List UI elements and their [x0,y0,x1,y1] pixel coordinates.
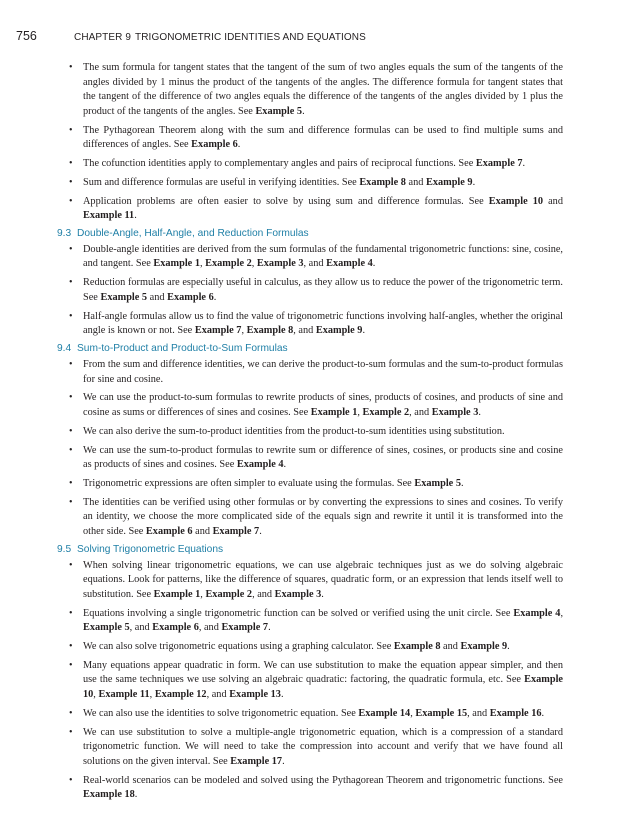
bullet-icon: • [69,62,73,73]
intro-bullet-list [57,61,563,224]
example-reference: Example 1 [153,258,200,270]
list-item [57,477,563,492]
list-item [57,659,563,703]
bullet-icon: • [69,392,73,404]
bullet-text: , and [198,622,222,634]
list-item [57,195,563,224]
example-reference: Example 3 [274,588,322,600]
page-number: 756 [16,29,37,43]
bullet-icon: • [69,277,73,289]
bullet-text: . [541,707,545,719]
list-item [57,310,563,339]
bullet-text: Real-world scenarios can be modeled and solved using the Pythagorean Theorem and trigonometric functions. See [83,774,563,786]
bullet-icon: • [69,659,73,671]
bullet-text: and [192,525,213,537]
bullet-icon: • [69,726,73,738]
example-reference: Example 5 [100,291,148,303]
section-title: Sum-to-Product and Product-to-Sum Formulas [77,343,288,354]
bullet-text: We can use substitution to solve a multiple-angle trigonometric equation, which is a compression of a standard trigonometric function. We will need to take the compression into account and verify that we have found all solutions on the given interval. See [83,726,563,767]
example-reference: Example 17 [230,755,283,767]
example-reference: Example 9 [315,325,363,337]
list-item [57,358,563,387]
bullet-text: We can also solve trigonometric equations using a graphing calculator. See [83,641,394,652]
bullet-text: . [362,325,366,337]
list-item [57,243,563,272]
bullet-text: . [522,157,526,169]
list-item [57,157,563,172]
bullet-text: . [283,459,287,471]
section-title: Double-Angle, Half-Angle, and Reduction Formulas [77,227,309,239]
bullet-text: , [357,406,363,418]
page-header [16,29,610,47]
section-title: Solving Trigonometric Equations [77,543,224,555]
key-concepts-content [57,61,563,807]
example-reference: Example 10 [83,674,563,700]
example-reference: Example 10 [488,195,544,207]
bullet-text: . [302,105,305,117]
bullet-text: We can use the sum-to-product formulas to rewrite sum or difference of sines, cosines, or products sine and cosine as products of sines and cosines. See [83,444,563,471]
example-reference: Example 9 [425,176,473,188]
bullet-text: . [372,258,376,270]
list-item [57,425,563,440]
bullet-text: and [405,176,426,188]
bullet-text: . [259,525,262,537]
section-number: 9.3 [57,227,72,239]
bullet-text: , and [206,688,230,700]
bullet-text: , and [303,258,327,270]
example-reference: Example 11 [98,688,150,700]
example-reference: Example 4 [326,258,373,270]
list-item [57,444,563,473]
example-reference: Example 13 [229,688,281,700]
example-reference: Example 1 [153,588,201,600]
bullet-text: , and [293,325,316,337]
bullet-text: The sum formula for tangent states that the tangent of the sum of two angles equals the sum of the tangents of the angles divided by 1 minus the product of the tangents of the angles. The difference formula for tangent states that the tangent of the difference of two angles equals the difference of the tangents of the angles divided by 1 plus the product of the tangents of the angles. See [83,62,563,117]
bullet-text: , [560,607,564,619]
section-number: 9.4 [57,343,72,354]
bullet-text: We can use the product-to-sum formulas to rewrite products of sines, products of cosines, and products of sine and cosine as sums or differences of sines and cosines. See [83,392,563,418]
bullet-icon: • [69,157,73,169]
bullet-icon: • [69,124,73,136]
example-reference: Example 1 [310,406,358,418]
example-reference: Example 4 [513,607,561,619]
bullet-text: , [251,258,257,270]
list-item [57,176,563,191]
bullet-icon: • [69,310,73,322]
bullet-icon: • [69,496,73,508]
example-reference: Example 8 [393,641,441,652]
bullet-icon: • [69,707,73,719]
bullet-text: Application problems are often easier to solve by using sum and difference formulas. See [83,195,489,207]
list-item [57,707,563,722]
bullet-text: . [268,622,271,634]
example-reference: Example 3 [256,258,304,270]
bullet-icon: • [69,444,73,456]
list-item [57,496,563,540]
list-item [57,774,563,803]
bullet-text: and [543,195,563,207]
bullet-text: . [321,588,324,600]
bullet-text: Half-angle formulas allow us to find the value of trigonometric functions involving half-angles, whether the original angle is known or not. See [83,310,563,337]
bullet-text: We can also use the identities to solve trigonometric equation. See [83,707,359,719]
example-reference: Example 14 [358,707,411,719]
example-reference: Example 11 [83,210,135,222]
bullet-text: . [472,176,476,188]
bullet-text: , and [252,588,275,600]
bullet-text: Double-angle identities are derived from the sum formulas of the fundamental trigonometric functions: sine, cosine, and tangent. See [83,243,563,270]
example-reference: Example 6 [145,525,193,537]
section-bullet-list [57,559,563,803]
bullet-text: , [93,688,99,700]
bullet-text: Sum and difference formulas are useful in verifying identities. See [83,176,360,188]
bullet-icon: • [69,243,73,255]
bullet-text: . [237,139,241,151]
list-item [57,559,563,603]
bullet-text: The identities can be verified using other formulas or by converting the expressions to sines and cosines. To verify an identity, we choose the more complicated side of the equals sign and rewrite it until it is transformed into the other side. See [83,496,563,537]
example-reference: Example 8 [246,325,294,337]
example-reference: Example 12 [154,688,207,700]
list-item [57,607,563,636]
bullet-icon: • [69,607,73,619]
bullet-text: Equations involving a single trigonometric function can be solved or verified using the unit circle. See [83,607,514,619]
section-number: 9.5 [57,543,72,555]
bullet-text: . [134,789,138,801]
bullet-text: The cofunction identities apply to complementary angles and pairs of reciprocal functions. See [83,157,476,169]
bullet-text: When solving linear trigonometric equations, we can use algebraic techniques just as we do solving algebraic equations. Look for patterns, like the difference of squares, quadratic form, or an expression that lends itself well to substitution. See [83,559,563,600]
example-reference: Example 7 [212,525,260,537]
bullet-text: , and [467,707,490,719]
example-reference: Example 6 [191,139,238,151]
section-bullet-list [57,358,563,539]
example-reference: Example 7 [194,325,242,337]
bullet-text: Reduction formulas are especially useful in calculus, as they allow us to reduce the power of the trigonometric term. See [83,277,563,303]
bullet-text: and [440,641,461,652]
bullet-icon: • [69,359,73,370]
example-reference: Example 7 [475,157,523,169]
sections-container [57,228,563,803]
example-reference: Example 6 [167,291,214,303]
bullet-text: Many equations appear quadratic in form. We can use substitution to make the equation appear simpler, and then use the same techniques we use solving an algebraic quadratic: factoring, the quadratic formula, etc. See [83,659,563,686]
bullet-text: and [147,291,168,303]
section-heading [57,228,563,239]
example-reference: Example 5 [414,477,461,489]
example-reference: Example 5 [255,105,303,117]
bullet-icon: • [69,477,73,489]
bullet-icon: • [69,774,73,786]
list-item [57,640,563,655]
bullet-text: , and [409,406,432,418]
chapter-label: CHAPTER 9 [74,32,132,43]
bullet-icon: • [69,425,73,437]
bullet-text: . [134,210,137,222]
bullet-text: . [478,406,481,418]
bullet-text: , [410,707,416,719]
list-item [57,391,563,420]
example-reference: Example 7 [221,622,269,634]
bullet-text: , [200,588,206,600]
example-reference: Example 5 [83,622,130,634]
section-heading [57,343,563,354]
example-reference: Example 6 [152,622,199,634]
list-item [57,276,563,305]
bullet-text: . [280,688,284,700]
chapter-title: TRIGONOMETRIC IDENTITIES AND EQUATIONS [135,32,366,43]
bullet-icon: • [69,641,73,652]
list-item [57,124,563,153]
bullet-text: We can also derive the sum-to-product identities from the product-to-sum identities using substitution. [83,425,505,437]
section-heading [57,544,563,555]
bullet-text: , [241,325,247,337]
list-item [57,61,563,119]
example-reference: Example 3 [431,406,479,418]
bullet-text: . [282,755,285,767]
example-reference: Example 2 [205,258,252,270]
example-reference: Example 2 [205,588,253,600]
bullet-icon: • [69,559,73,571]
bullet-text: . [507,641,510,652]
bullet-text: . [460,477,464,489]
bullet-text: Trigonometric expressions are often simpler to evaluate using the formulas. See [83,477,415,489]
example-reference: Example 8 [359,176,406,188]
example-reference: Example 18 [83,789,135,801]
section-bullet-list [57,243,563,339]
example-reference: Example 15 [415,707,468,719]
bullet-text: From the sum and difference identities, we can derive the product-to-sum formulas and the sum-to-product formulas for sine and cosine. [83,359,563,385]
example-reference: Example 9 [460,641,508,652]
bullet-text: The Pythagorean Theorem along with the sum and difference formulas can be used to find multiple sums and differences of angles. See [83,124,563,151]
bullet-text: , [199,258,206,270]
example-reference: Example 2 [362,406,410,418]
example-reference: Example 16 [489,707,542,719]
bullet-icon: • [69,176,73,188]
bullet-icon: • [69,195,73,207]
example-reference: Example 4 [236,459,284,471]
bullet-text: , [149,688,155,700]
bullet-text: . [213,291,217,303]
bullet-text: , and [129,622,153,634]
list-item [57,726,563,770]
